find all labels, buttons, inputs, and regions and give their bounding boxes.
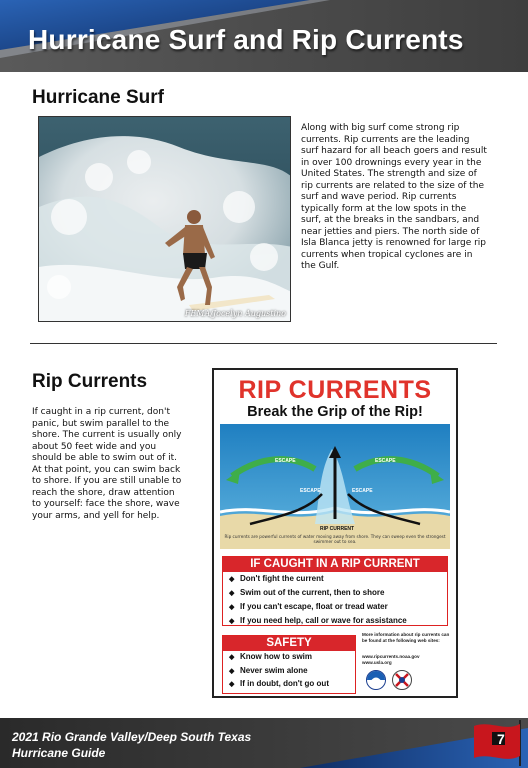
surf-wave-image xyxy=(39,117,291,322)
rip-current-poster xyxy=(212,368,458,698)
list-item: ◆ Know how to swim xyxy=(229,652,312,661)
info-url-noaa: www.ripcurrents.noaa.gov xyxy=(362,654,420,659)
poster-title: RIP CURRENTS xyxy=(238,376,432,404)
caught-heading: IF CAUGHT IN A RIP CURRENT xyxy=(223,557,447,572)
photo-credit: FEMA/Jocelyn Augustino xyxy=(184,309,286,318)
list-item: ◆ If you can't escape, float or tread water xyxy=(229,602,388,611)
list-item: ◆ Don't fight the current xyxy=(229,574,324,583)
safety-box xyxy=(222,635,356,694)
header-banner xyxy=(0,0,528,72)
footer-guide-title: 2021 Rio Grande Valley/Deep South Texas xyxy=(12,730,252,744)
rip-current-label: RIP CURRENT xyxy=(320,526,355,532)
section-divider xyxy=(30,343,497,344)
usla-logo-icon xyxy=(392,670,412,690)
rip-current-diagram xyxy=(220,424,450,549)
caught-box xyxy=(222,556,448,626)
list-item: ◆ If in doubt, don't go out xyxy=(229,679,329,688)
rip-heading: Rip Currents xyxy=(32,371,148,392)
surfer-photo xyxy=(38,116,291,322)
poster-caption: Rip currents are powerful currents of water moving away from shore. They can sweep even the strongest swimmer out to sea. xyxy=(224,534,446,544)
info-urls xyxy=(362,654,454,666)
safety-list xyxy=(223,651,355,692)
list-item: ◆ Never swim alone xyxy=(229,665,308,675)
escape-label-mid-left: ESCAPE xyxy=(300,488,321,494)
list-item: ◆ Swim out of the current, then to shore xyxy=(229,588,385,597)
page-title: Hurricane Surf and Rip Currents xyxy=(28,24,464,55)
info-url-usla: www.usla.org xyxy=(362,660,392,665)
surf-heading: Hurricane Surf xyxy=(32,87,164,108)
list-item: ◆ If you need help, call or wave for assistance xyxy=(229,616,407,625)
rip-body-text: If caught in a rip current, don't panic, but swim parallel to the shore. The current is usually only about 50 feet wide and you should be able to swim out of it. At that point, you can swim back to shore. If you are still unable to reach the shore, draw attention to yourself: face the shore, wave your arms, and yell for help. xyxy=(32,407,182,521)
noaa-logo-icon xyxy=(366,670,386,690)
caught-list xyxy=(223,572,447,628)
page-number: 7 xyxy=(497,731,505,747)
safety-heading: SAFETY xyxy=(223,636,355,651)
escape-label-mid-right: ESCAPE xyxy=(352,488,373,494)
escape-label-right: ESCAPE xyxy=(375,458,396,464)
info-text: More information about rip currents can be found at the following web sites: xyxy=(362,632,450,643)
poster-subtitle: Break the Grip of the Rip! xyxy=(247,404,423,420)
footer-guide-subtitle: Hurricane Guide xyxy=(12,746,106,760)
surf-body-text: Along with big surf come strong rip currents. Rip currents are the leading surf hazard for all beach goers and result in over 100 drownings every year in the United States. The strength and size of rip currents are related to the size of the surf and wave period. Rip currents typically form at the low spots in the surf, at the breaks in the sandbars, and near jetties and piers. The north side of Isla Blanca jetty is renowned for large rip currents when tropical cyclones are in the Gulf. xyxy=(301,123,487,271)
escape-label-left: ESCAPE xyxy=(275,458,296,464)
